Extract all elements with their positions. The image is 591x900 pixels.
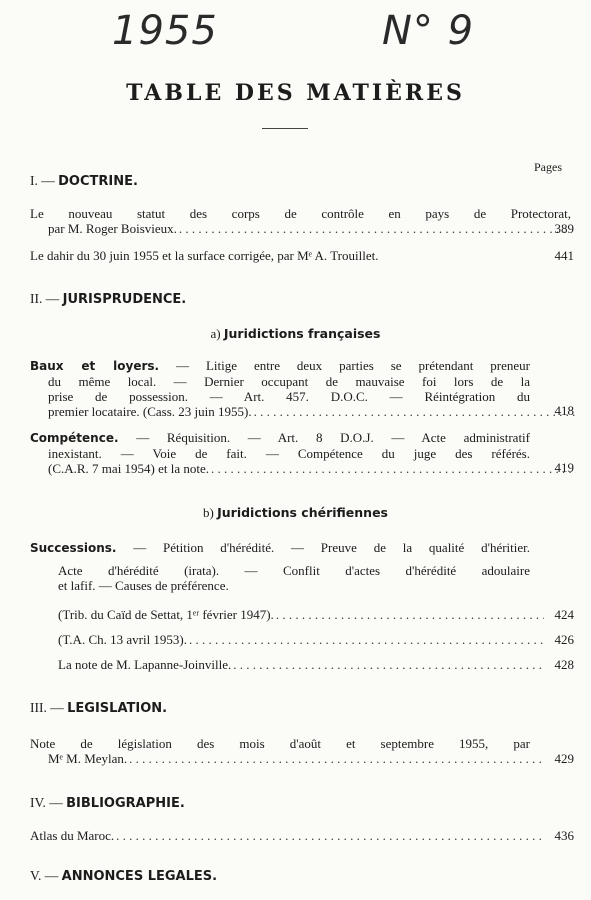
entry-keyword: Baux et loyers.	[30, 359, 160, 373]
subsection-juridictions-cherifiennes	[0, 505, 591, 521]
subsection-title: Juridictions françaises	[223, 326, 381, 341]
entry-dahir	[30, 248, 550, 263]
entry-competence	[30, 430, 530, 476]
section-number: IV. —	[30, 795, 63, 810]
entry-successions-detail	[58, 563, 530, 593]
entry-line: inexistant. — Voie de fait. — Compétence du juge des référés.	[48, 446, 530, 461]
page-number: 428	[554, 657, 574, 672]
entry-line: (T.A. Ch. 13 avril 1953).	[58, 632, 188, 647]
entry-line: par M. Roger Boisvieux.	[48, 221, 177, 236]
page-number: 426	[554, 632, 574, 647]
subsection-letter: a)	[210, 326, 221, 341]
subsection-letter: b)	[203, 505, 214, 520]
page-number: 389	[554, 221, 574, 236]
entry-line: (C.A.R. 7 mai 1954) et la note.	[48, 461, 210, 476]
entry-note-lapanne	[58, 657, 546, 672]
section-title: BIBLIOGRAPHIE.	[66, 796, 185, 811]
pages-column-header: Pages	[534, 160, 562, 174]
entry-line: premier locataire. (Cass. 23 juin 1955).	[48, 404, 252, 419]
section-doctrine	[30, 173, 138, 189]
section-number: I. —	[30, 173, 55, 188]
entry-line: (Trib. du Caïd de Settat, 1ᵉʳ février 1947).	[58, 607, 274, 622]
entry-ta-ch	[58, 632, 546, 647]
handwritten-year: 1955	[112, 8, 218, 54]
entry-line: — Réquisition. — Art. 8 D.O.J. — Acte administratif	[136, 430, 531, 445]
leader-dots	[129, 751, 544, 766]
page-number: 436	[554, 828, 574, 843]
section-number: II. —	[30, 291, 60, 306]
entry-line: Note de législation des mois d'août et septembre 1955, par	[30, 736, 530, 751]
title-rule	[262, 128, 308, 129]
subsection-juridictions-francaises	[0, 326, 591, 342]
entry-line: Le dahir du 30 juin 1955 et la surface corrigée, par Mᵉ A. Trouillet.	[30, 248, 379, 263]
entry-line: — Litige entre deux parties se prétendant preneur	[176, 358, 531, 373]
section-title: DOCTRINE.	[58, 174, 138, 189]
entry-line: — Pétition d'hérédité. — Preuve de la qualité d'héritier.	[133, 540, 531, 555]
leader-dots	[276, 607, 544, 622]
section-jurisprudence	[30, 291, 186, 307]
section-title: JURISPRUDENCE.	[62, 292, 187, 307]
entry-atlas	[30, 828, 546, 843]
leader-dots	[254, 404, 576, 419]
section-title: ANNONCES LEGALES.	[61, 869, 218, 884]
section-legislation	[30, 700, 167, 716]
entry-line: du même local. — Dernier occupant de mauvaise foi lors de la	[48, 374, 530, 389]
handwritten-number: N° 9	[382, 8, 475, 54]
leader-dots	[179, 221, 569, 236]
entry-nouveau-statut	[30, 206, 571, 236]
entry-note-legislation	[30, 736, 530, 766]
entry-keyword: Compétence.	[30, 431, 119, 445]
entry-keyword: Successions.	[30, 541, 117, 555]
section-bibliographie	[30, 795, 185, 811]
page-number: 424	[554, 607, 574, 622]
subsection-title: Juridictions chérifiennes	[217, 505, 388, 520]
page-number: 441	[554, 248, 574, 263]
section-annonces-legales	[30, 868, 217, 884]
page-title: TABLE DES MATIÈRES	[126, 80, 465, 106]
section-number: V. —	[30, 868, 59, 883]
entry-line: prise de possession. — Art. 457. D.O.C. — Réintégration du	[48, 389, 530, 404]
page-number: 429	[554, 751, 574, 766]
entry-successions	[30, 540, 530, 556]
leader-dots	[233, 657, 544, 672]
section-title: LEGISLATION.	[67, 701, 168, 716]
entry-line: Atlas du Maroc.	[30, 828, 115, 843]
entry-line: La note de M. Lapanne-Joinville.	[58, 657, 232, 672]
entry-line: Le nouveau statut des corps de contrôle en pays de Protectorat,	[30, 206, 571, 221]
entry-line: Acte d'hérédité (irata). — Conflit d'actes d'hérédité adoulaire	[58, 563, 530, 578]
leader-dots	[211, 461, 576, 476]
entry-baux-loyers	[30, 358, 530, 419]
entry-line: Mᵉ M. Meylan.	[48, 751, 128, 766]
section-number: III. —	[30, 700, 64, 715]
leader-dots	[116, 828, 544, 843]
entry-trib-caid	[58, 607, 546, 622]
page-number: 419	[554, 460, 574, 475]
page-number: 418	[554, 403, 574, 418]
leader-dots	[189, 632, 544, 647]
entry-line: et lafif. — Causes de préférence.	[58, 578, 229, 593]
